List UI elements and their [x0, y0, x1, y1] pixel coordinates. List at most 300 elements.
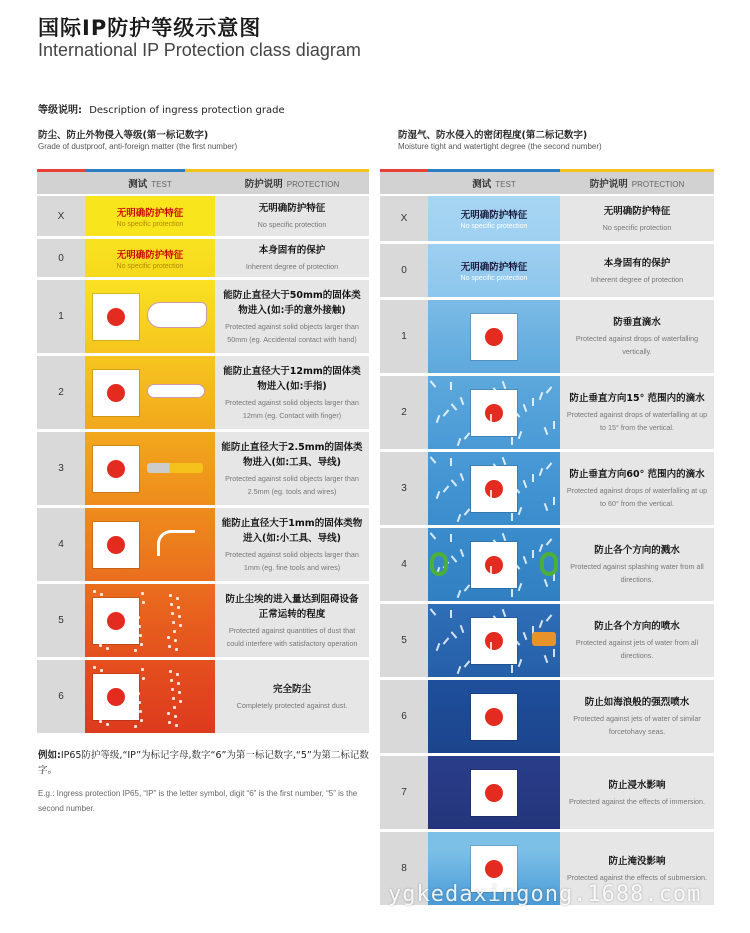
water-streak: [490, 642, 492, 650]
test-card: [471, 694, 517, 740]
dust-particle: [141, 668, 144, 671]
right-heading-en: Moisture tight and watertight degree (the second number): [398, 142, 602, 151]
dust-particle: [96, 617, 99, 620]
dust-particle: [141, 592, 144, 595]
dust-particle: [97, 702, 100, 705]
table-row: [37, 356, 369, 432]
table-row: [380, 196, 714, 244]
protection-text: [215, 280, 369, 353]
protection-en: Protected against the effects of submersion.: [566, 872, 708, 882]
dust-particle: [98, 711, 101, 714]
dust-particle: [174, 639, 177, 642]
water-streak: [460, 625, 465, 633]
water-streak: [502, 457, 507, 465]
row-number: 2: [380, 376, 428, 449]
red-dot: [107, 308, 125, 326]
dust-particle: [139, 710, 142, 713]
red-dot: [485, 784, 503, 802]
water-streak: [436, 643, 441, 651]
dust-particle: [100, 669, 103, 672]
table-row: [37, 432, 369, 508]
protection-text: [215, 356, 369, 429]
water-streak: [430, 532, 437, 539]
protection-text: [215, 584, 369, 657]
protection-text: [560, 680, 714, 753]
test-card: [471, 542, 517, 588]
dust-particle: [168, 721, 171, 724]
dust-particle: [176, 673, 179, 676]
test-illustration: [428, 604, 560, 677]
test-illustration: [428, 452, 560, 525]
water-streak: [430, 456, 437, 463]
protection-cn: 防止浸水影响: [608, 779, 666, 791]
water-streak: [546, 386, 553, 393]
example-text: IP65防护等级,“IP”为标记字母,数字“6”为第一标记数字,“5”为第二标记数字。: [38, 750, 369, 776]
water-streak: [511, 437, 513, 445]
water-streak: [490, 414, 492, 422]
row-number: 3: [37, 432, 85, 505]
protection-cn: 防止各个方向的溅水: [594, 545, 680, 556]
dust-particle: [174, 715, 177, 718]
protection-text: [560, 244, 714, 297]
dust-particle: [98, 635, 101, 638]
illustration-caption-cn: 无明确防护特征: [116, 249, 184, 261]
water-streak: [518, 659, 523, 667]
water-streak: [518, 431, 523, 439]
dust-particle: [177, 682, 180, 685]
hose-right-icon: [540, 552, 558, 576]
red-dot: [107, 688, 125, 706]
dust-particle: [133, 716, 136, 719]
water-streak: [546, 614, 553, 621]
test-illustration: [85, 356, 215, 429]
row-number: 4: [380, 528, 428, 601]
color-bar: [380, 169, 714, 172]
water-streak: [443, 637, 450, 644]
dust-particle: [173, 706, 176, 709]
wire-icon: [157, 530, 195, 556]
dust-particle: [179, 700, 182, 703]
dust-protection-table: [37, 169, 369, 736]
dust-particle: [130, 689, 133, 692]
dust-particle: [168, 645, 171, 648]
water-streak: [511, 589, 513, 597]
dust-particle: [173, 630, 176, 633]
illustration-caption-en: No specific protection: [460, 275, 528, 282]
dust-particle: [95, 608, 98, 611]
row-number: 1: [37, 280, 85, 353]
water-streak: [553, 421, 555, 429]
protection-cn: 防止垂直方向15° 范围内的滴水: [569, 393, 705, 404]
dust-particle: [172, 697, 175, 700]
protection-en: Completely protected against dust.: [236, 700, 348, 710]
test-card: [471, 466, 517, 512]
dust-particle: [102, 687, 105, 690]
dust-particle: [94, 675, 97, 678]
grade-description: [38, 101, 285, 116]
red-dot: [485, 708, 503, 726]
dust-particle: [104, 629, 107, 632]
row-number: 4: [37, 508, 85, 581]
dust-particle: [106, 723, 109, 726]
protection-en: Protected against quantities of dust that could interfere with satisfactory operation: [226, 625, 358, 648]
water-streak: [451, 479, 458, 486]
protection-en: Protected against drops of waterfalling at up to 15° from the vertical.: [566, 410, 708, 432]
protection-en: Protected against jets of water from all directions.: [575, 638, 699, 660]
protection-cn: 能防止直径大于2.5mm的固体类物进入(如:工具、导线): [221, 441, 363, 468]
example-note-cn: [38, 748, 373, 778]
protection-cn: 防止尘埃的进入量达到阻碍设备正常运转的程度: [225, 593, 359, 620]
water-streak: [460, 549, 465, 557]
protection-cn: 防止淹没影响: [608, 855, 666, 867]
dust-particle: [94, 599, 97, 602]
dust-particle: [132, 707, 135, 710]
row-number: X: [37, 196, 85, 236]
page-title-cn: 国际IP防护等级示意图: [38, 16, 262, 40]
test-illustration: [85, 239, 215, 277]
dust-particle: [140, 643, 143, 646]
test-illustration: [428, 196, 560, 241]
red-dot: [485, 556, 503, 574]
red-dot: [485, 860, 503, 878]
left-heading-en: Grade of dustproof, anti-foreign matter (the first number): [38, 142, 238, 151]
finger-icon: [147, 384, 205, 398]
dust-particle: [169, 670, 172, 673]
table-row: [37, 239, 369, 280]
water-streak: [539, 620, 544, 628]
table-row: [380, 528, 714, 604]
protection-cn: 防止各个方向的喷水: [594, 621, 680, 632]
red-dot: [485, 632, 503, 650]
protection-en: Protected against solid objects larger than 12mm (eg. Contact with finger): [225, 397, 359, 420]
dust-particle: [135, 674, 138, 677]
water-streak: [511, 665, 513, 673]
red-dot: [107, 612, 125, 630]
dust-particle: [93, 590, 96, 593]
dust-particle: [172, 621, 175, 624]
water-streak: [502, 381, 507, 389]
illustration-caption: [428, 196, 560, 241]
test-illustration: [85, 432, 215, 505]
water-streak: [443, 409, 450, 416]
protection-text: [560, 756, 714, 829]
dust-particle: [131, 698, 134, 701]
water-streak: [553, 497, 555, 505]
table-row: [380, 452, 714, 528]
table-row: [380, 300, 714, 376]
row-number: 0: [380, 244, 428, 297]
water-streak: [443, 485, 450, 492]
dust-particle: [130, 613, 133, 616]
protection-en: Protected against jets of water of similar forcetohavy seas.: [573, 714, 701, 736]
test-illustration: [428, 376, 560, 449]
protection-en: Protected against solid objects larger than 2.5mm (eg. tools and wires): [225, 473, 359, 496]
illustration-caption-cn: 无明确防护特征: [460, 210, 528, 221]
dust-particle: [177, 606, 180, 609]
protection-text: [560, 528, 714, 601]
table-row: [37, 508, 369, 584]
test-card: [93, 522, 139, 568]
water-streak: [539, 468, 544, 476]
protection-en: Protected against the effects of immersion.: [568, 796, 706, 806]
right-table-header: [380, 172, 714, 196]
protection-en: Inherent degree of protection: [245, 262, 339, 271]
test-illustration: [428, 244, 560, 297]
test-card: [93, 294, 139, 340]
water-streak: [518, 583, 523, 591]
dust-particle: [170, 679, 173, 682]
water-streak: [450, 610, 452, 618]
water-streak: [544, 427, 549, 435]
test-illustration: [428, 756, 560, 829]
dust-particle: [103, 696, 106, 699]
test-illustration: [428, 300, 560, 373]
water-streak: [523, 632, 528, 640]
dust-particle: [136, 683, 139, 686]
protection-en: No specific protection: [602, 222, 672, 232]
table-row: [380, 244, 714, 300]
protection-cn: 防垂直滴水: [613, 317, 661, 328]
table-row: [37, 280, 369, 356]
row-number: X: [380, 196, 428, 241]
dust-particle: [135, 598, 138, 601]
table-row: [380, 756, 714, 832]
protection-cn: 防止垂直方向60° 范围内的滴水: [569, 469, 705, 480]
protection-text: [560, 196, 714, 241]
illustration-caption-en: No specific protection: [116, 262, 184, 270]
dust-particle: [101, 678, 104, 681]
dust-particle: [101, 602, 104, 605]
dust-particle: [140, 719, 143, 722]
dust-particle: [133, 640, 136, 643]
protection-text: [215, 660, 369, 733]
protection-cn: 防止如海浪般的强烈喷水: [584, 697, 690, 708]
test-card: [471, 390, 517, 436]
protection-cn: 能防止直径大于50mm的固体类物进入(如:手的意外接触): [223, 289, 361, 316]
protection-cn: 无明确防护特征: [603, 205, 671, 217]
col-test: 测试 TEST: [472, 179, 516, 190]
dust-particle: [131, 622, 134, 625]
test-illustration: [85, 508, 215, 581]
dust-particle: [167, 712, 170, 715]
row-number: 8: [380, 832, 428, 905]
dust-particle: [142, 601, 145, 604]
protection-text: [560, 300, 714, 373]
water-streak: [532, 398, 534, 406]
water-streak: [451, 631, 458, 638]
protection-cn: 能防止直径大于1mm的固体类物进入(如:小工具、导线): [221, 517, 363, 544]
water-streak: [532, 474, 534, 482]
row-number: 7: [380, 756, 428, 829]
grade-description-label: 等级说明:: [38, 105, 82, 116]
right-heading-cn: 防湿气、防水侵入的密闭程度(第二标记数字): [398, 130, 588, 141]
color-bar: [37, 169, 369, 172]
water-streak: [464, 508, 471, 515]
test-illustration: [428, 680, 560, 753]
water-streak: [450, 534, 452, 542]
dust-particle: [100, 593, 103, 596]
dust-particle: [132, 631, 135, 634]
table-row: [37, 584, 369, 660]
protection-en: Protected against solid objects larger than 50mm (eg. Accidental contact with hand): [225, 321, 359, 344]
col-protection: 防护说明 PROTECTION: [244, 179, 340, 190]
illustration-caption: [85, 196, 215, 236]
protection-text: [215, 508, 369, 581]
hand-icon: [147, 302, 207, 328]
protection-en: No specific protection: [257, 220, 327, 229]
protection-en: Inherent degree of protection: [590, 274, 684, 284]
water-streak: [460, 397, 465, 405]
water-streak: [544, 503, 549, 511]
water-streak: [436, 491, 441, 499]
red-dot: [485, 404, 503, 422]
protection-text: [560, 376, 714, 449]
protection-cn: 本身固有的保护: [258, 245, 326, 256]
row-number: 0: [37, 239, 85, 277]
water-streak: [523, 404, 528, 412]
grade-description-text: Description of ingress protection grade: [89, 105, 285, 116]
test-illustration: [85, 196, 215, 236]
dust-particle: [103, 620, 106, 623]
dust-particle: [167, 636, 170, 639]
dust-particle: [99, 720, 102, 723]
left-table-header: [37, 172, 369, 196]
protection-cn: 无明确防护特征: [258, 203, 326, 214]
dust-particle: [138, 625, 141, 628]
dust-particle: [93, 666, 96, 669]
water-streak: [464, 432, 471, 439]
dust-particle: [106, 647, 109, 650]
dust-particle: [102, 611, 105, 614]
row-number: 1: [380, 300, 428, 373]
water-streak: [460, 473, 465, 481]
dust-particle: [99, 644, 102, 647]
water-streak: [502, 609, 507, 617]
dust-particle: [176, 597, 179, 600]
red-dot: [485, 480, 503, 498]
table-row: [380, 604, 714, 680]
screwdriver-icon: [147, 463, 203, 473]
test-illustration: [85, 280, 215, 353]
row-number: 2: [37, 356, 85, 429]
water-streak: [544, 655, 549, 663]
test-illustration: [85, 660, 215, 733]
row-number: 5: [380, 604, 428, 677]
dust-particle: [104, 705, 107, 708]
water-streak: [450, 382, 452, 390]
row-number: 5: [37, 584, 85, 657]
water-streak: [532, 550, 534, 558]
water-streak: [464, 584, 471, 591]
col-test: 测试 TEST: [128, 179, 172, 190]
dust-particle: [142, 677, 145, 680]
water-streak: [539, 392, 544, 400]
red-dot: [107, 536, 125, 554]
dust-particle: [169, 594, 172, 597]
dust-particle: [96, 693, 99, 696]
water-streak: [436, 415, 441, 423]
protection-en: Protected against drops of waterfalling at up to 60° from the vertical.: [566, 486, 708, 508]
table-row: [37, 196, 369, 239]
water-streak: [523, 556, 528, 564]
example-note-en: E.g.: Ingress protection IP65, “IP” is the letter symbol, digit “6” is the first number, “5” is the second number.: [38, 789, 358, 813]
illustration-caption: [85, 239, 215, 277]
dust-particle: [171, 688, 174, 691]
water-streak: [546, 538, 553, 545]
protection-text: [215, 196, 369, 236]
test-card: [471, 770, 517, 816]
water-streak: [546, 462, 553, 469]
water-streak: [450, 458, 452, 466]
red-dot: [485, 328, 503, 346]
protection-en: Protected against solid objects larger than 1mm (eg. fine tools and wires): [225, 549, 359, 572]
dust-particle: [139, 634, 142, 637]
dust-particle: [175, 648, 178, 651]
water-streak: [490, 490, 492, 498]
test-illustration: [428, 528, 560, 601]
table-row: [380, 680, 714, 756]
red-dot: [107, 384, 125, 402]
dust-particle: [97, 626, 100, 629]
left-heading-cn: 防尘、防止外物侵入等级(第一标记数字): [38, 130, 209, 141]
table-row: [380, 376, 714, 452]
test-illustration: [85, 584, 215, 657]
dust-particle: [178, 691, 181, 694]
dust-particle: [137, 692, 140, 695]
illustration-caption: [428, 244, 560, 297]
hose-left-icon: [430, 552, 448, 576]
illustration-caption-en: No specific protection: [460, 223, 528, 230]
dust-particle: [175, 724, 178, 727]
water-streak: [511, 513, 513, 521]
water-streak: [457, 514, 462, 522]
water-streak: [518, 507, 523, 515]
illustration-caption-cn: 无明确防护特征: [116, 207, 184, 219]
row-number: 6: [380, 680, 428, 753]
row-number: 3: [380, 452, 428, 525]
water-streak: [490, 566, 492, 574]
water-streak: [451, 555, 458, 562]
dust-particle: [179, 624, 182, 627]
test-card: [471, 314, 517, 360]
protection-cn: 完全防尘: [272, 683, 311, 695]
water-streak: [544, 579, 549, 587]
dust-particle: [171, 612, 174, 615]
col-protection: 防护说明 PROTECTION: [589, 179, 685, 190]
dust-particle: [170, 603, 173, 606]
test-card: [93, 370, 139, 416]
page-title-en: International IP Protection class diagram: [38, 40, 361, 60]
protection-en: Protected against drops of waterfalling vertically.: [575, 334, 699, 356]
dust-particle: [138, 701, 141, 704]
dust-particle: [136, 607, 139, 610]
water-streak: [457, 666, 462, 674]
water-streak: [539, 544, 544, 552]
dust-particle: [134, 725, 137, 728]
dust-particle: [95, 684, 98, 687]
dust-particle: [178, 615, 181, 618]
water-streak: [553, 649, 555, 657]
water-streak: [457, 590, 462, 598]
jet-nozzle-icon: [532, 632, 556, 646]
test-card: [471, 618, 517, 664]
test-card: [93, 446, 139, 492]
protection-cn: 能防止直径大于12mm的固体类物进入(如:手指): [223, 365, 361, 392]
dust-particle: [137, 616, 140, 619]
protection-en: Protected against splashing water from all directions.: [570, 562, 704, 584]
dust-particle: [105, 714, 108, 717]
example-label: 例如:: [38, 750, 61, 761]
